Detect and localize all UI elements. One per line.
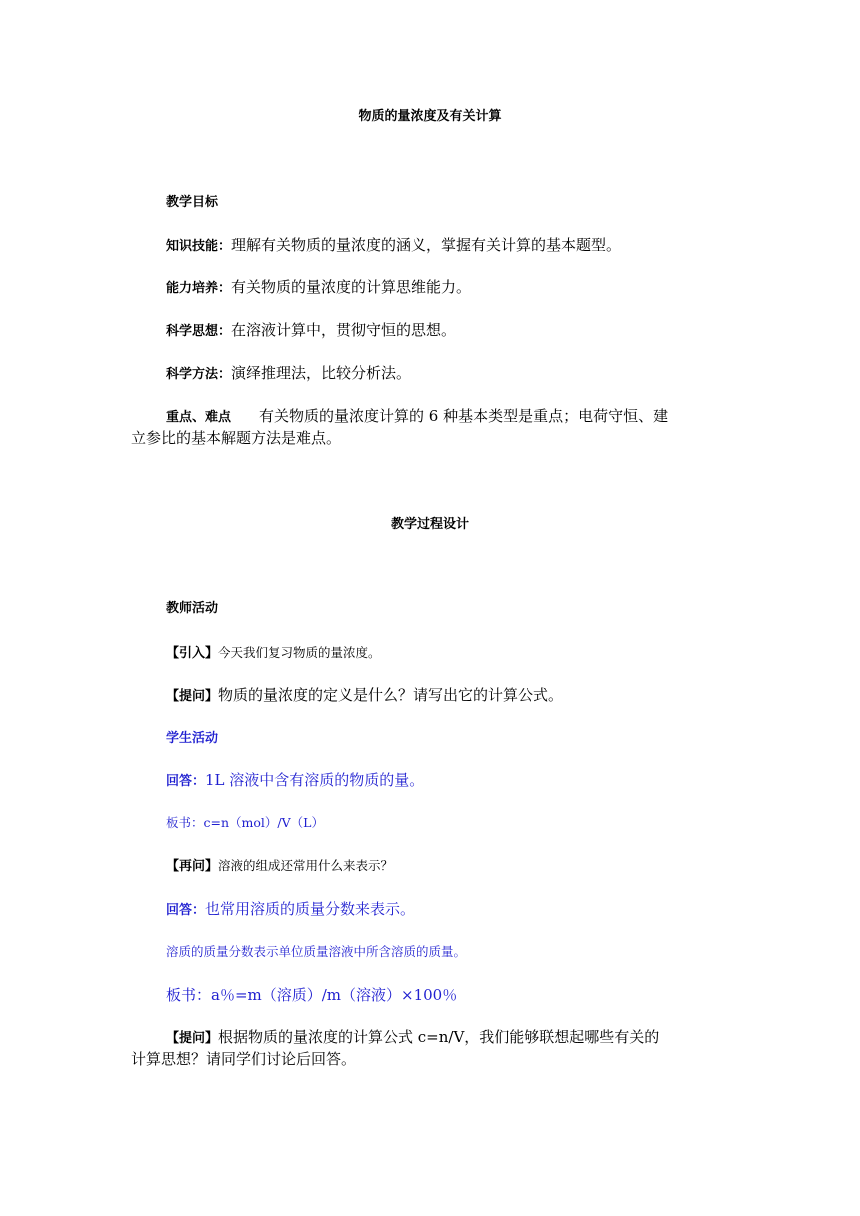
ability-line (166, 277, 471, 299)
question2-line (166, 856, 393, 877)
student-heading: 学生活动 (166, 731, 219, 746)
answer2-text: 也常用溶质的质量分数来表示。 (205, 900, 416, 918)
question1-line (166, 685, 563, 707)
question3-text-1: 根据物质的量浓度的计算公式 c=n/V，我们能够联想起哪些有关的 (218, 1028, 660, 1046)
keypoints-label: 重点、难点 (166, 410, 232, 425)
answer1-label: 回答： (166, 774, 206, 789)
question3-label: 【提问】 (166, 1031, 219, 1046)
keypoints-line-1 (166, 406, 668, 428)
knowledge-label: 知识技能： (166, 239, 232, 254)
intro-line (166, 643, 381, 664)
thinking-line (166, 320, 456, 342)
answer1-text: 1L 溶液中含有溶质的物质的量。 (205, 771, 425, 789)
method-text: 演绎推理法，比较分析法。 (231, 364, 412, 382)
answer2-line (166, 899, 415, 921)
process-heading: 教学过程设计 (390, 517, 469, 532)
intro-text: 今天我们复习物质的量浓度。 (218, 645, 381, 660)
intro-label: 【引入】 (166, 646, 219, 661)
explain-line: 溶质的质量分数表示单位质量溶液中所含溶质的质量。 (166, 944, 467, 959)
keypoints-text-2: 立参比的基本解题方法是难点。 (131, 429, 342, 447)
thinking-label: 科学思想： (166, 324, 232, 339)
board1: 板书：c=n（mol）/V（L） (166, 815, 324, 830)
ability-label: 能力培养： (166, 281, 232, 296)
answer2-label: 回答： (166, 903, 206, 918)
thinking-text: 在溶液计算中，贯彻守恒的思想。 (231, 321, 457, 339)
question2-text: 溶液的组成还常用什么来表示？ (218, 858, 394, 873)
page-title: 物质的量浓度及有关计算 (358, 109, 502, 124)
question1-label: 【提问】 (166, 689, 219, 704)
question1-text: 物质的量浓度的定义是什么？请写出它的计算公式。 (218, 686, 564, 704)
knowledge-line (166, 235, 621, 257)
knowledge-text: 理解有关物质的量浓度的涵义，掌握有关计算的基本题型。 (231, 236, 622, 254)
question3-text-2: 计算思想？请同学们讨论后回答。 (131, 1050, 357, 1068)
question2-label: 【再问】 (166, 859, 219, 874)
ability-text: 有关物质的量浓度的计算思维能力。 (231, 278, 472, 296)
teacher-heading: 教师活动 (166, 601, 219, 616)
method-line (166, 363, 411, 385)
objectives-heading: 教学目标 (166, 195, 219, 210)
keypoints-text-1: 有关物质的量浓度计算的 6 种基本类型是重点；电荷守恒、建 (259, 407, 669, 425)
answer1-line (166, 770, 424, 792)
board2: 板书：a％=m（溶质）/m（溶液）×100％ (166, 986, 458, 1004)
method-label: 科学方法： (166, 367, 232, 382)
question3-line-1 (166, 1027, 659, 1049)
